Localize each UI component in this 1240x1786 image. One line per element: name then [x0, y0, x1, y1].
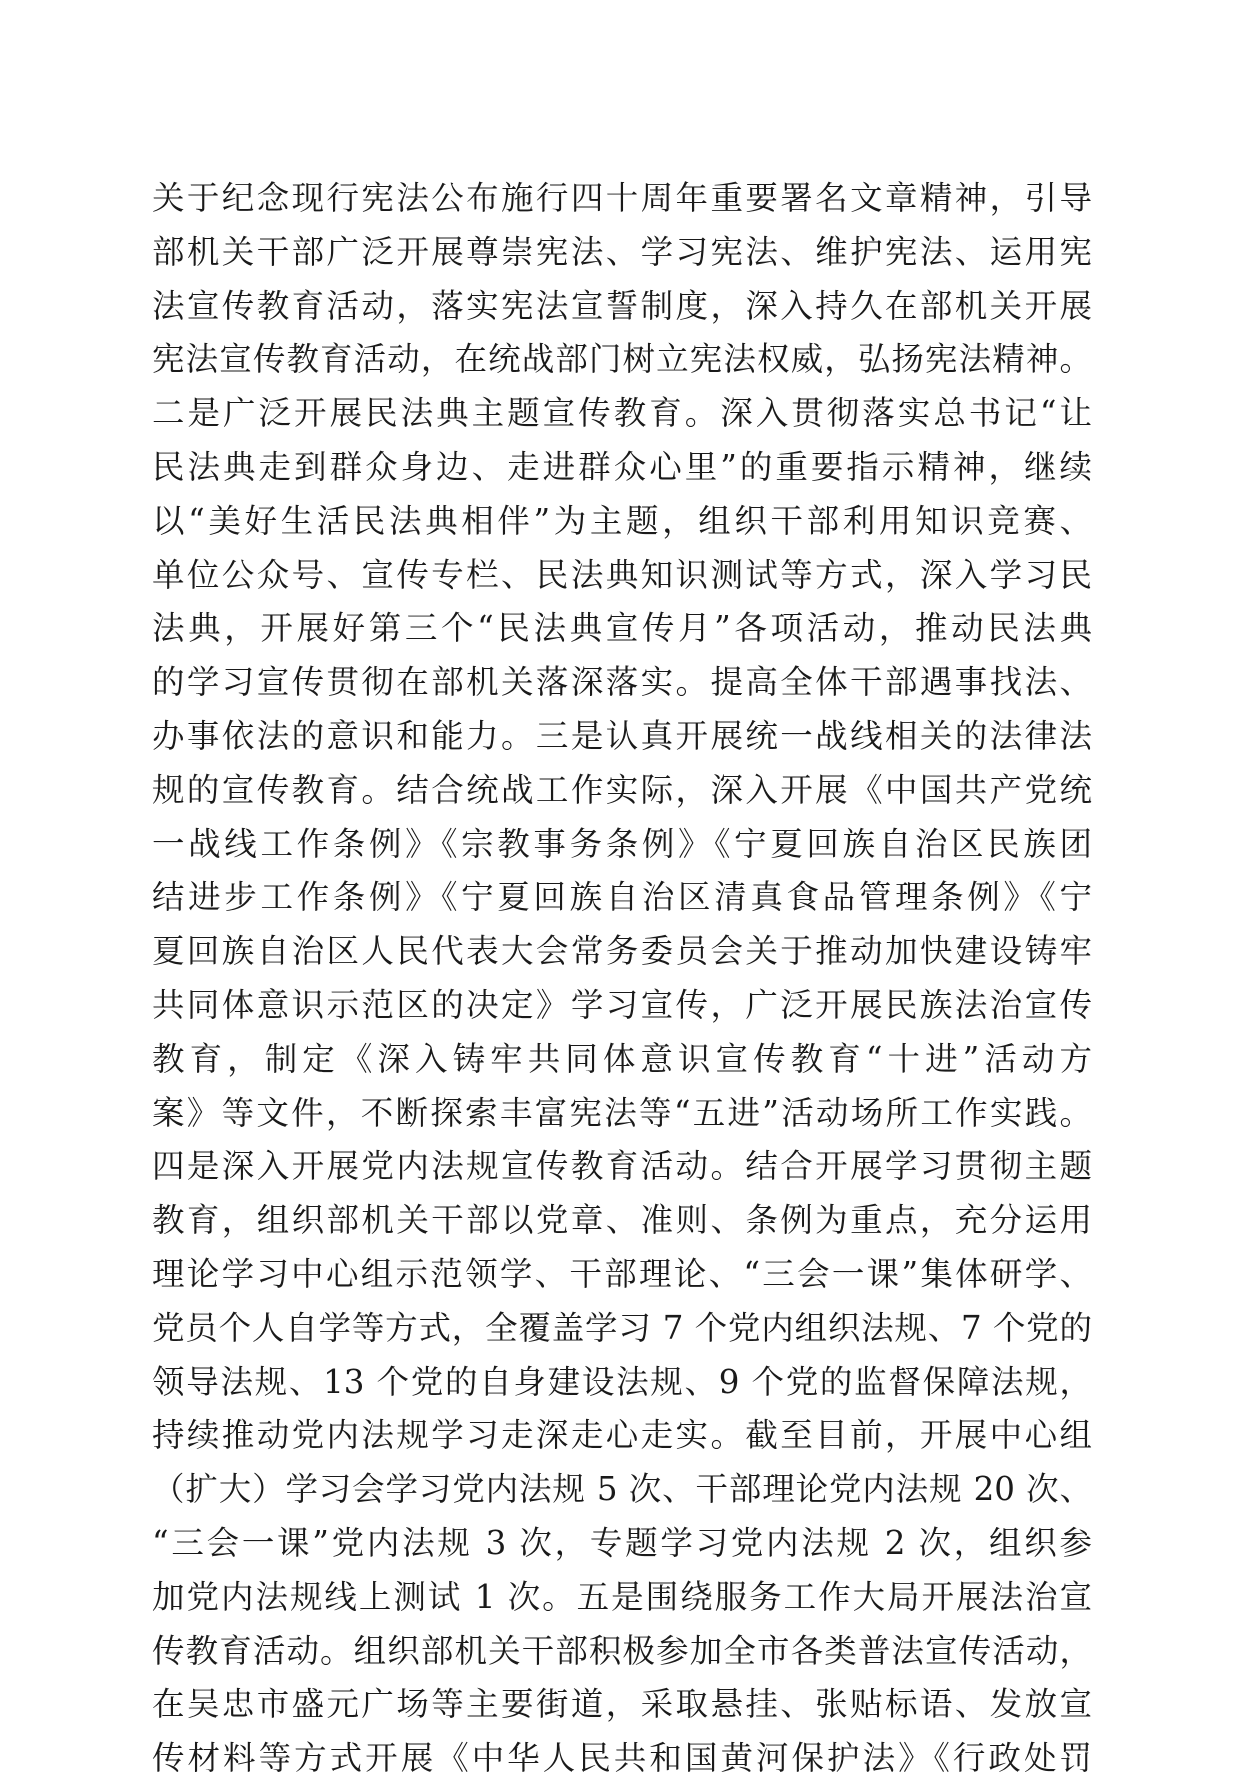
text-line-1: 关于纪念现行宪法公布施行四十周年重要署名文章精神，引导: [152, 179, 1092, 217]
text-line-22: 党员个人自学等方式，全覆盖学习 7 个党内组织法规、7 个党的: [152, 1308, 1092, 1347]
text-line-16: 共同体意识示范区的决定》学习宣传，广泛开展民族法治宣传: [152, 985, 1092, 1024]
text-line-13: 一战线工作条例》《宗教事务条例》《宁夏回族自治区民族团: [152, 824, 1092, 863]
text-line-7: 以“美好生活民法典相伴”为主题，组织干部利用知识竞赛、: [152, 501, 1092, 540]
text-line-6: 民法典走到群众身边、走进群众心里”的重要指示精神，继续: [152, 447, 1092, 486]
text-line-24: 持续推动党内法规学习走深走心走实。截至目前，开展中心组: [152, 1416, 1092, 1455]
text-line-14: 结进步工作条例》《宁夏回族自治区清真食品管理条例》《宁: [152, 878, 1092, 917]
text-line-2: 部机关干部广泛开展尊崇宪法、学习宪法、维护宪法、运用宪: [152, 232, 1092, 271]
text-line-25: （扩大）学习会学习党内法规 5 次、干部理论党内法规 20 次、: [152, 1470, 1092, 1509]
body-text: [152, 172, 1092, 1786]
text-line-15: 夏回族自治区人民代表大会常务委员会关于推动加快建设铸牢: [152, 932, 1092, 971]
text-line-28: 传教育活动。组织部机关干部积极参加全市各类普法宣传活动，: [152, 1631, 1092, 1670]
text-line-23: 领导法规、13 个党的自身建设法规、9 个党的监督保障法规，: [152, 1362, 1092, 1401]
text-line-8: 单位公众号、宣传专栏、民法典知识测试等方式，深入学习民: [152, 555, 1092, 594]
text-line-18: 案》等文件，不断探索丰富宪法等“五进”活动场所工作实践。: [152, 1093, 1092, 1132]
text-line-3: 法宣传教育活动，落实宪法宣誓制度，深入持久在部机关开展: [152, 286, 1092, 325]
text-line-9: 法典，开展好第三个“民法典宣传月”各项活动，推动民法典: [152, 609, 1092, 648]
text-line-27: 加党内法规线上测试 1 次。五是围绕服务工作大局开展法治宣: [152, 1577, 1092, 1616]
text-line-30: 传材料等方式开展《中华人民共和国黄河保护法》《行政处罚: [152, 1739, 1092, 1778]
text-line-5: 二是广泛开展民法典主题宣传教育。深入贯彻落实总书记“让: [152, 394, 1092, 433]
text-line-11: 办事依法的意识和能力。三是认真开展统一战线相关的法律法: [152, 716, 1092, 755]
text-line-10: 的学习宣传贯彻在部机关落深落实。提高全体干部遇事找法、: [152, 663, 1092, 702]
text-line-19: 四是深入开展党内法规宣传教育活动。结合开展学习贯彻主题: [152, 1147, 1092, 1186]
text-line-20: 教育，组织部机关干部以党章、准则、条例为重点，充分运用: [152, 1201, 1092, 1240]
text-line-29: 在吴忠市盛元广场等主要街道，采取悬挂、张贴标语、发放宣: [152, 1685, 1092, 1724]
text-line-21: 理论学习中心组示范领学、干部理论、“三会一课”集体研学、: [152, 1254, 1092, 1293]
text-line-12: 规的宣传教育。结合统战工作实际，深入开展《中国共产党统: [152, 770, 1092, 809]
text-line-17: 教育，制定《深入铸牢共同体意识宣传教育“十进”活动方: [152, 1039, 1092, 1078]
text-line-4: 宪法宣传教育活动，在统战部门树立宪法权威，弘扬宪法精神。: [152, 340, 1092, 379]
text-line-26: “三会一课”党内法规 3 次，专题学习党内法规 2 次，组织参: [152, 1523, 1092, 1562]
